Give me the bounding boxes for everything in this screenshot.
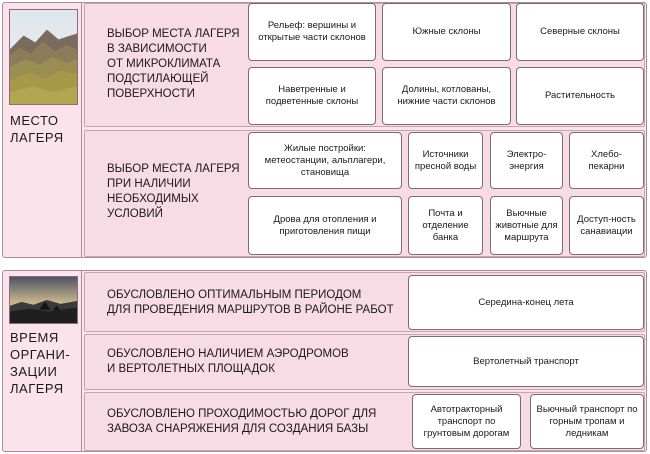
- option-label: Доступ-ность санавиации: [577, 213, 636, 237]
- option-label: Северные склоны: [540, 26, 620, 37]
- option-windward-slopes: [248, 67, 376, 125]
- result-tractor-transport: [412, 394, 521, 449]
- sunset-camp-photo: [9, 276, 78, 324]
- mountain-landscape-photo: [9, 9, 78, 105]
- option-electricity: [490, 132, 563, 189]
- option-label: Долины, котлованы, нижние части склонов: [397, 84, 496, 107]
- option-firewood: [248, 196, 402, 255]
- condition-line: ОБУСЛОВЛЕНО ПРОХОДИМОСТЬЮ ДОРОГ ДЛЯ: [107, 408, 377, 420]
- heading-line: НЕОБХОДИМЫХ: [107, 193, 199, 205]
- time-row-condition: [107, 288, 394, 318]
- option-fresh-water: [408, 132, 483, 189]
- option-relief: [248, 3, 376, 61]
- heading-line: ПОВЕРХНОСТИ: [107, 88, 195, 100]
- result-pack-transport: [530, 394, 644, 449]
- result-label: Автотракторный транспорт по грунтовым дорогам: [423, 403, 510, 439]
- heading-line: УСЛОВИЙ: [107, 208, 163, 220]
- time-row-condition: [107, 347, 349, 377]
- heading-line: ОТ МИКРОКЛИМАТА: [107, 58, 221, 70]
- condition-line: ОБУСЛОВЛЕНО НАЛИЧИЕМ АЭРОДРОМОВ: [107, 348, 349, 360]
- camp-location-title-line: ЛАГЕРЯ: [10, 130, 64, 145]
- option-label: Хлебо-пекарни: [588, 148, 625, 172]
- heading-line: ВЫБОР МЕСТА ЛАГЕРЯ: [107, 163, 240, 175]
- heading-line: ПРИ НАЛИЧИИ: [107, 178, 191, 190]
- option-label: Вьючные животные для маршрута: [495, 207, 558, 243]
- option-residential-buildings: [248, 132, 402, 189]
- result-label: Вертолетный транспорт: [473, 355, 579, 367]
- camp-time-title-line: ЗАЦИИ: [10, 364, 58, 379]
- option-label: Дрова для отопления и приготовления пищи: [273, 213, 377, 237]
- option-post-bank: [408, 196, 483, 255]
- time-row-condition: [107, 407, 376, 437]
- option-bakeries: [569, 132, 644, 189]
- conditions-heading: [107, 162, 240, 222]
- result-helicopter-transport: [408, 336, 644, 387]
- option-label: Электро-энергия: [506, 148, 547, 172]
- camp-time-title-line: ОРГАНИ-: [10, 347, 71, 362]
- option-south-slopes: [382, 3, 511, 61]
- option-north-slopes: [516, 3, 644, 61]
- camp-location-title-line: МЕСТО: [10, 113, 59, 128]
- heading-line: В ЗАВИСИМОСТИ: [107, 43, 207, 55]
- result-mid-late-summer: [408, 275, 644, 330]
- condition-line: ЗАВОЗА СНАРЯЖЕНИЯ ДЛЯ СОЗДАНИЯ БАЗЫ: [107, 423, 369, 435]
- condition-line: ДЛЯ ПРОВЕДЕНИЯ МАРШРУТОВ В РАЙОНЕ РАБОТ: [107, 304, 394, 316]
- microclimate-heading: [107, 27, 240, 102]
- heading-line: ПОДСТИЛАЮЩЕЙ: [107, 73, 209, 85]
- option-label: Почта и отделение банка: [422, 207, 469, 243]
- camp-time-title-line: ВРЕМЯ: [10, 330, 59, 345]
- camp-location-title: [10, 112, 64, 146]
- option-vegetation: [516, 67, 644, 125]
- option-label: Наветренные и подветенные склоны: [265, 84, 359, 107]
- option-label: Рельеф: вершины и открытые части склонов: [258, 20, 366, 43]
- camp-time-title: [10, 329, 70, 397]
- option-valleys: [382, 67, 511, 125]
- condition-line: И ВЕРТОЛЕТНЫХ ПЛОЩАДОК: [107, 363, 275, 375]
- result-label: Середина-конец лета: [478, 296, 574, 308]
- option-air-ambulance: [569, 196, 644, 255]
- option-label: Южные склоны: [412, 26, 481, 37]
- result-label: Вьючный транспорт по горным тропам и ледникам: [536, 403, 638, 439]
- camp-time-title-line: ЛАГЕРЯ: [10, 381, 64, 396]
- option-pack-animals: [490, 196, 563, 255]
- heading-line: ВЫБОР МЕСТА ЛАГЕРЯ: [107, 28, 240, 40]
- option-label: Жилые постройки: метеостанции, альплагери, становища: [264, 142, 386, 178]
- condition-line: ОБУСЛОВЛЕНО ОПТИМАЛЬНЫМ ПЕРИОДОМ: [107, 289, 362, 301]
- option-label: Источники пресной воды: [414, 148, 477, 172]
- option-label: Растительность: [545, 90, 615, 101]
